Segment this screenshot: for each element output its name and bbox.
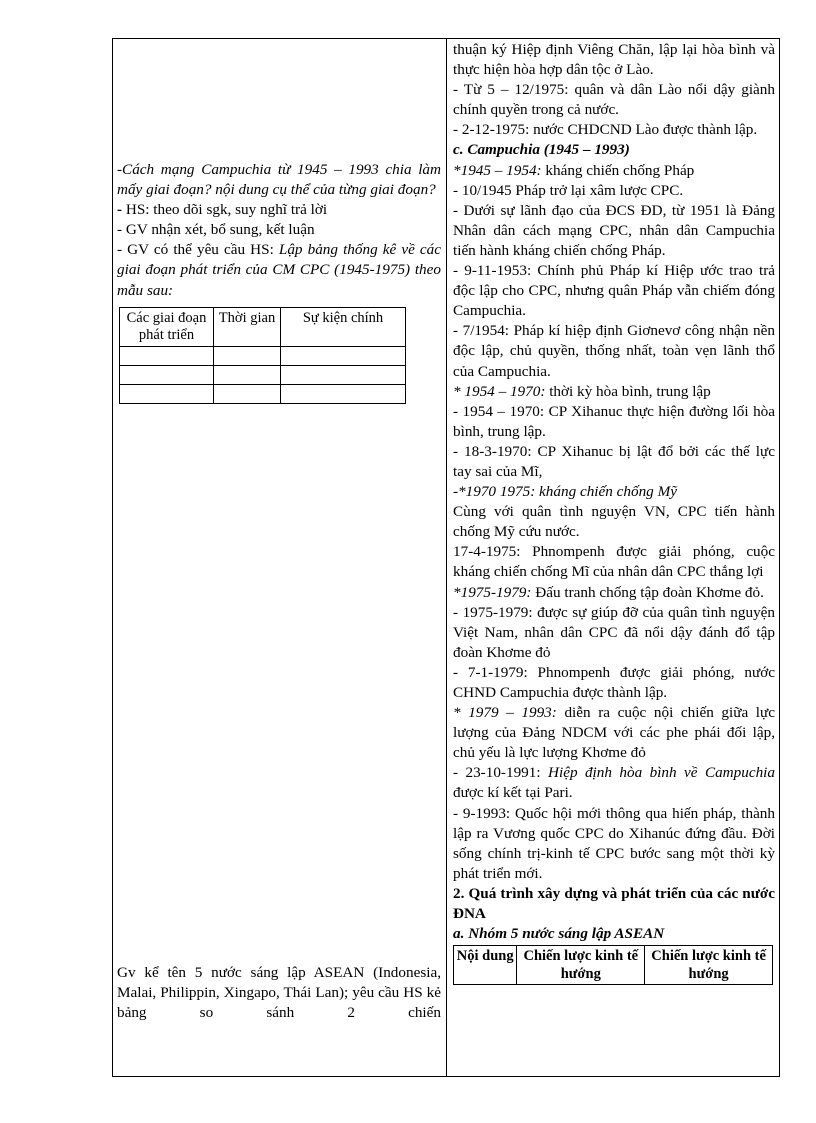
laos-text-1: thuận ký Hiệp định Viêng Chăn, lập lại hòa bình và thực hiện hòa hợp dân tộc ở Lào.: [453, 41, 775, 79]
laos-text-2: - Từ 5 – 12/1975: quân và dân Lào nổi dậy giành chính quyền trong cả nước.: [453, 81, 775, 119]
period-4-title: *1975-1979: Đấu tranh chống tập đoàn Khơme đỏ.: [453, 583, 764, 601]
period-4-item-b: - 7-1-1979: Phnompenh được giải phóng, nước CHND Campuchia được thành lập.: [453, 663, 775, 701]
asean-intro-text: Gv kể tên 5 nước sáng lập ASEAN (Indonesia, Malai, Philippin, Xingapo, Thái Lan); yêu cầu HS kẻ bảng so sánh 2 chiến: [117, 963, 441, 1021]
period-2-item-b: - 18-3-1970: CP Xihanuc bị lật đổ bởi các thế lực tay sai của Mĩ,: [453, 442, 775, 480]
table-header-time: Thời gian: [214, 307, 281, 346]
period-4-item-a: - 1975-1979: được sự giúp đỡ của quân tình nguyện Việt Nam, nhân dân CPC đã nổi dậy đánh đổ tập đoàn Khơme đỏ: [453, 603, 775, 661]
laos-text-3: - 2-12-1975: nước CHDCND Lào được thành lập.: [453, 121, 758, 139]
period-2-item-a: - 1954 – 1970: CP Xihanuc thực hiện đường lối hòa bình, trung lập.: [453, 402, 775, 440]
period-1-item-b: - Dưới sự lãnh đạo của ĐCS ĐD, từ 1951 là Đảng Nhân dân cách mạng CPC, nhân dân Campuchia tiến hành kháng chiến chống Pháp.: [453, 201, 775, 259]
period-5-title: * 1979 – 1993: diễn ra cuộc nội chiến giữa lực lượng của Đảng NDCM với các phe phái đối lập, chủ yếu là lực lượng Khơme đỏ: [453, 704, 775, 762]
asean-comparison-table: [453, 945, 773, 985]
question-text: -Cách mạng Campuchia từ 1945 – 1993 chia làm mấy giai đoạn? nội dung cụ thể của từng giai đoạn?: [117, 161, 441, 199]
period-2-title: * 1954 – 1970: thời kỳ hòa bình, trung lập: [453, 382, 711, 400]
table-row: [120, 346, 406, 365]
content-column: [453, 40, 775, 985]
asean-header-content: Nội dung: [454, 946, 517, 985]
table-row: [120, 384, 406, 403]
period-3-item-a: Cùng với quân tình nguyện VN, CPC tiến hành chống Mỹ cứu nước.: [453, 503, 775, 541]
asean-header-strategy-1: Chiến lược kinh tế hướng: [517, 946, 645, 985]
gv-instruction-1: - GV nhận xét, bổ sung, kết luận: [117, 221, 315, 239]
period-1-item-d: - 7/1954: Pháp kí hiệp định Giơnevơ công nhận nền độc lập, chủ quyền, thống nhất, toàn vẹn lãnh thổ của Campuchia.: [453, 322, 775, 380]
heading-campuchia: c. Campuchia (1945 – 1993): [453, 141, 630, 159]
teacher-activity-column: [117, 39, 441, 1023]
stage-summary-table: [119, 307, 406, 404]
heading-section-2: 2. Quá trình xây dựng và phát triển của các nước ĐNA: [453, 884, 775, 923]
period-5-item-a: - 23-10-1991: Hiệp định hòa bình về Campuchia được kí kết tại Pari.: [453, 764, 775, 802]
table-row: [120, 365, 406, 384]
table-header-events: Sự kiện chính: [281, 307, 406, 346]
lesson-table: [112, 38, 780, 1077]
gv-instruction-2: - GV có thể yêu cầu HS: Lập bảng thống kê về các giai đoạn phát triển của CM CPC (1945-1975) theo mẫu sau:: [117, 241, 441, 299]
period-1-item-c: - 9-11-1953: Chính phủ Pháp kí Hiệp ước trao trả độc lập cho CPC, nhưng quân Pháp vẫn chiếm đóng Campuchia.: [453, 262, 775, 320]
period-3-title: -*1970 1975: kháng chiến chống Mỹ: [453, 483, 677, 501]
period-3-item-b: 17-4-1975: Phnompenh được giải phóng, cuộc kháng chiến chống Mĩ của nhân dân CPC thắng lợi: [453, 543, 775, 581]
table-header-stage: Các giai đoạn phát triển: [120, 307, 214, 346]
heading-asean-founders: a. Nhóm 5 nước sáng lập ASEAN: [453, 925, 665, 943]
column-divider: [446, 39, 447, 1076]
period-5-item-b: - 9-1993: Quốc hội mới thông qua hiến pháp, thành lập ra Vương quốc CPC do Xihanúc đứng đầu. Đời sống chính trị-kinh tế CPC bước sang một thời kỳ phát triển mới.: [453, 804, 775, 882]
hs-instruction: - HS: theo dõi sgk, suy nghĩ trả lời: [117, 201, 328, 219]
asean-header-strategy-2: Chiến lược kinh tế hướng: [645, 946, 773, 985]
period-1-item-a: - 10/1945 Pháp trở lại xâm lược CPC.: [453, 181, 684, 199]
period-1-title: *1945 – 1954: kháng chiến chống Pháp: [453, 161, 695, 179]
